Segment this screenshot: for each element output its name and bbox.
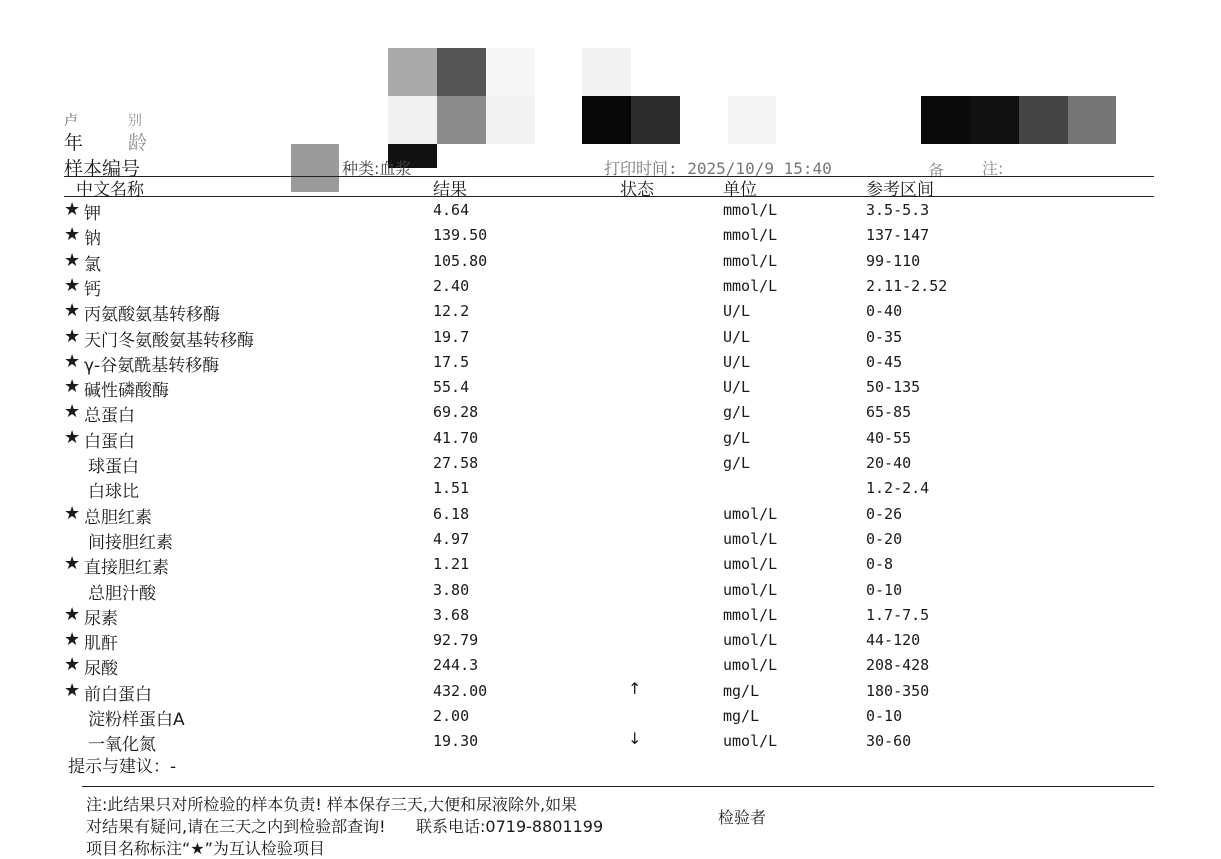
- test-unit: U/L: [723, 327, 751, 346]
- test-result: 244.3: [433, 656, 479, 675]
- test-result: 55.4: [433, 378, 470, 397]
- table-row: [0, 679, 1221, 704]
- mutual-recognition-star-icon: ★: [64, 199, 81, 220]
- test-result: 19.30: [433, 732, 479, 751]
- redaction-block: [1068, 96, 1116, 144]
- print-time: 打印时间: 2025/10/9 15:40: [604, 159, 832, 178]
- column-header-result: 结果: [433, 180, 467, 200]
- test-name: 间接胆红素: [88, 532, 173, 553]
- mutual-recognition-star-icon: ★: [64, 629, 81, 651]
- redaction-block: [437, 96, 486, 144]
- test-unit: umol/L: [723, 631, 778, 650]
- status-flag: ↑: [628, 678, 642, 698]
- redaction-block: [388, 48, 437, 96]
- table-row: [0, 603, 1221, 628]
- mutual-recognition-star-icon: ★: [64, 603, 81, 625]
- test-unit: umol/L: [723, 732, 778, 751]
- test-unit: umol/L: [723, 555, 778, 574]
- test-result: 12.2: [433, 302, 470, 321]
- test-result: 2.00: [433, 707, 470, 725]
- mutual-recognition-star-icon: ★: [64, 274, 81, 296]
- table-row: [0, 325, 1221, 350]
- mutual-recognition-star-icon: ★: [64, 224, 81, 246]
- test-name: 前白蛋白: [84, 684, 152, 705]
- test-unit: g/L: [723, 403, 751, 422]
- mutual-recognition-star-icon: ★: [64, 426, 81, 448]
- table-row: [0, 223, 1221, 248]
- test-result: 3.80: [433, 580, 470, 599]
- reference-range: 1.7-7.5: [866, 605, 930, 624]
- table-row: [0, 426, 1221, 451]
- redaction-block: [582, 48, 631, 96]
- test-unit: mmol/L: [723, 226, 778, 245]
- mutual-recognition-star-icon: ★: [64, 350, 81, 372]
- reference-range: 0-45: [866, 352, 903, 371]
- table-row: [0, 350, 1221, 375]
- table-row: [0, 375, 1221, 400]
- mutual-recognition-star-icon: ★: [64, 376, 81, 398]
- test-result: 6.18: [433, 504, 470, 523]
- tips-text: 提示与建议：-: [68, 757, 177, 777]
- test-unit: mmol/L: [723, 201, 778, 219]
- table-row: [0, 476, 1221, 501]
- test-name: 肌酐: [84, 634, 118, 655]
- test-name: 钠: [84, 229, 101, 250]
- test-name: 尿素: [84, 608, 118, 629]
- table-row: [0, 552, 1221, 577]
- test-result: 3.68: [433, 605, 470, 624]
- reference-range: 50-135: [866, 378, 921, 397]
- test-name: 白蛋白: [84, 431, 135, 452]
- remark-label: 备: [928, 161, 945, 180]
- table-row: [0, 704, 1221, 729]
- test-unit: umol/L: [723, 529, 778, 548]
- status-flag: ↓: [628, 729, 642, 749]
- mutual-recognition-star-icon: ★: [64, 249, 81, 271]
- redaction-block: [921, 96, 970, 144]
- test-name: 一氧化氮: [88, 735, 156, 756]
- reference-range: 180-350: [866, 681, 930, 700]
- test-result: 19.7: [433, 327, 470, 346]
- test-result: 1.51: [433, 479, 470, 498]
- test-unit: U/L: [723, 352, 751, 371]
- mutual-recognition-star-icon: ★: [64, 401, 81, 423]
- test-name: 钙: [84, 279, 101, 300]
- redaction-block: [1019, 96, 1068, 144]
- test-name: 总胆红素: [84, 507, 152, 528]
- reference-range: 2.11-2.52: [866, 276, 948, 295]
- mutual-recognition-star-icon: ★: [64, 679, 81, 701]
- test-result: 4.97: [433, 529, 470, 548]
- test-name: 直接胆红素: [84, 558, 169, 579]
- inspector-label: 检验者: [718, 808, 767, 827]
- reference-range: 30-60: [866, 732, 912, 751]
- test-name: 尿酸: [84, 659, 118, 680]
- sample-type: 种类:血浆: [342, 159, 412, 178]
- table-row: [0, 527, 1221, 552]
- redaction-block: [437, 48, 486, 96]
- reference-range: 1.2-2.4: [866, 479, 930, 498]
- reference-range: 137-147: [866, 226, 930, 245]
- table-row: [0, 198, 1221, 223]
- remark-label-2: 注:: [982, 159, 1004, 178]
- sample-no-label: 样本编号: [64, 158, 141, 180]
- test-result: 69.28: [433, 403, 479, 422]
- note-line-2: 对结果有疑问,请在三天之内到检验部查询! 联系电话:0719-8801199: [86, 817, 604, 836]
- test-result: 432.00: [433, 681, 488, 700]
- test-unit: mmol/L: [723, 251, 778, 270]
- reference-range: 0-40: [866, 302, 903, 321]
- table-row: [0, 729, 1221, 754]
- reference-range: 0-20: [866, 529, 903, 548]
- table-row: [0, 299, 1221, 324]
- test-unit: umol/L: [723, 504, 778, 523]
- reference-range: 20-40: [866, 454, 912, 472]
- test-name: 氯: [84, 254, 101, 275]
- redaction-block: [631, 96, 680, 144]
- test-name: 丙氨酸氨基转移酶: [84, 305, 220, 326]
- header-fragment-2: 别: [128, 113, 142, 129]
- test-name: 淀粉样蛋白A: [88, 710, 185, 730]
- test-unit: mmol/L: [723, 605, 778, 624]
- test-result: 92.79: [433, 631, 479, 650]
- test-name: 球蛋白: [88, 457, 139, 477]
- test-unit: g/L: [723, 454, 751, 472]
- column-header-name: 中文名称: [76, 180, 144, 200]
- reference-range: 0-10: [866, 707, 903, 725]
- test-result: 2.40: [433, 276, 470, 295]
- reference-range: 0-35: [866, 327, 903, 346]
- test-result: 1.21: [433, 555, 470, 574]
- reference-range: 65-85: [866, 403, 912, 422]
- test-name: γ-谷氨酰基转移酶: [84, 355, 220, 376]
- test-unit: g/L: [723, 428, 751, 447]
- test-unit: umol/L: [723, 580, 778, 599]
- column-header-unit: 单位: [723, 180, 757, 200]
- redaction-block: [291, 144, 339, 192]
- redaction-block: [486, 96, 535, 144]
- reference-range: 0-10: [866, 580, 903, 599]
- reference-range: 99-110: [866, 251, 921, 270]
- header-rule-bottom: [64, 196, 1154, 197]
- table-row: [0, 274, 1221, 299]
- test-result: 17.5: [433, 352, 470, 371]
- test-result: 139.50: [433, 226, 488, 245]
- note-line-1: 注:此结果只对所检验的样本负责! 样本保存三天,大便和尿液除外,如果: [86, 795, 578, 814]
- test-unit: U/L: [723, 378, 751, 397]
- mutual-recognition-star-icon: ★: [64, 300, 81, 322]
- table-row: [0, 653, 1221, 678]
- test-unit: mg/L: [723, 681, 760, 700]
- reference-range: 44-120: [866, 631, 921, 650]
- column-header-reference: 参考区间: [866, 180, 934, 200]
- test-unit: mg/L: [723, 707, 760, 725]
- table-row: [0, 400, 1221, 425]
- redaction-block: [486, 48, 535, 96]
- mutual-recognition-star-icon: ★: [64, 654, 81, 676]
- redaction-block: [582, 96, 631, 144]
- test-result: 105.80: [433, 251, 488, 270]
- test-result: 41.70: [433, 428, 479, 447]
- test-name: 碱性磷酸酶: [84, 381, 169, 402]
- footer-rule: [82, 786, 1154, 787]
- reference-range: 208-428: [866, 656, 930, 675]
- note-line-3: 项目名称标注“★”为互认检验项目: [86, 839, 325, 858]
- redaction-block: [728, 96, 776, 144]
- table-row: [0, 628, 1221, 653]
- table-row: [0, 249, 1221, 274]
- redaction-block: [388, 96, 437, 144]
- test-name: 白球比: [88, 482, 139, 503]
- age-label-2: 龄: [128, 132, 148, 154]
- test-result: 4.64: [433, 201, 470, 219]
- test-name: 总蛋白: [84, 406, 135, 427]
- table-row: [0, 578, 1221, 603]
- reference-range: 40-55: [866, 428, 912, 447]
- age-label: 年: [64, 132, 84, 154]
- test-name: 天门冬氨酸氨基转移酶: [84, 330, 254, 351]
- redaction-block: [970, 96, 1019, 144]
- test-unit: umol/L: [723, 656, 778, 675]
- reference-range: 0-8: [866, 555, 894, 574]
- test-unit: mmol/L: [723, 276, 778, 295]
- test-name: 钾: [84, 204, 101, 224]
- table-row: [0, 451, 1221, 476]
- test-name: 总胆汁酸: [88, 583, 156, 604]
- mutual-recognition-star-icon: ★: [64, 325, 81, 347]
- mutual-recognition-star-icon: ★: [64, 502, 81, 524]
- header-rule-top: [64, 176, 1154, 177]
- table-row: [0, 502, 1221, 527]
- reference-range: 3.5-5.3: [866, 201, 930, 219]
- test-result: 27.58: [433, 454, 479, 472]
- mutual-recognition-star-icon: ★: [64, 553, 81, 575]
- reference-range: 0-26: [866, 504, 903, 523]
- column-header-status: 状态: [620, 180, 654, 200]
- test-unit: U/L: [723, 302, 751, 321]
- header-fragment-1: 卢: [64, 113, 78, 129]
